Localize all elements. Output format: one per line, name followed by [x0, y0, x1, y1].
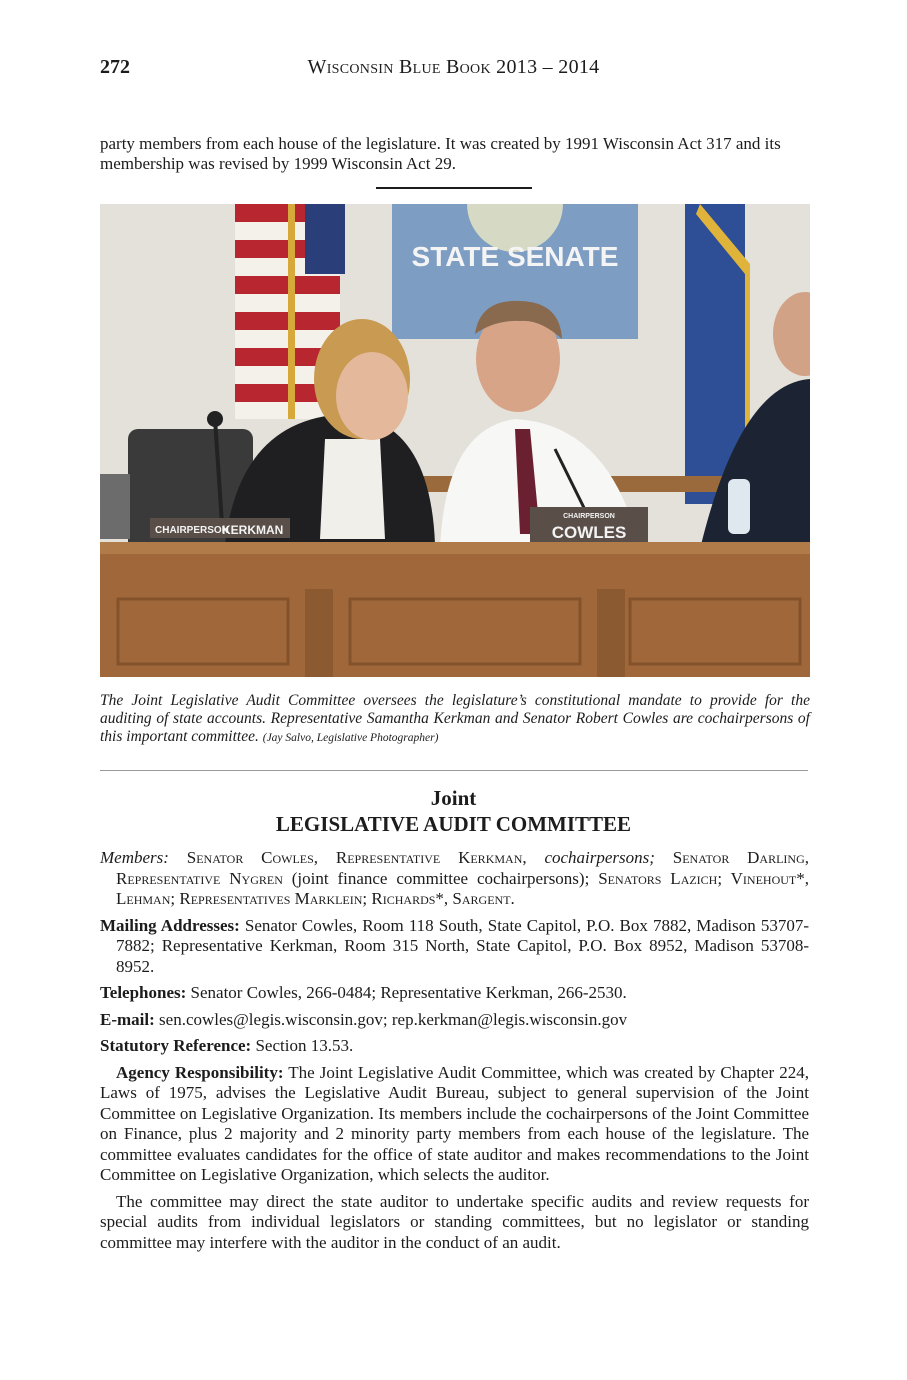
intro-paragraph: party members from each house of the legislature. It was created by 1991 Wisconsin Act 317 and its membership was revised by 1999 Wisconsin Act 29.: [100, 134, 781, 173]
statutory-entry: [100, 1036, 809, 1057]
mailing-text: Senator Cowles, Room 118 South, State Capitol, P.O. Box 7882, Madison 53707-7882; Representative Kerkman, Room 315 North, State Capitol, P.O. Box 8952, Madison 53708-8952.: [116, 915, 809, 976]
members-cochairs-names: Senator Cowles, Representative Kerkman,: [186, 848, 527, 867]
section-title-joint: Joint: [430, 786, 477, 810]
members-entry: [100, 848, 809, 910]
members-cochairs-label: cochairpersons;: [544, 848, 655, 867]
closing-paragraph: The committee may direct the state auditor to undertake specific audits and review requests for special audits from individual legislators or standing committees, but no legislator or standing committee may interfere with the auditor in the conduct of an audit.: [100, 1191, 809, 1252]
running-title: Wisconsin Blue Book 2013 – 2014: [307, 56, 600, 78]
telephones-text: Senator Cowles, 266-0484; Representative Kerkman, 266-2530.: [190, 983, 627, 1002]
banner-text: STATE SENATE: [411, 241, 619, 272]
agency-text: The Joint Legislative Audit Committee, which was created by Chapter 224, Laws of 1975, advises the Legislative Audit Bureau, subject to general supervision of the Joint Committee on Legislative Organization. Its members include the cochairpersons of the Joint Committee on Finance, plus 2 majority and 2 minority party members from each house of the legislature. The committee evaluates candidates for the office of state auditor and makes recommendations to the Joint Committee on Legislative Organization, which selects the auditor.: [100, 1062, 809, 1184]
statutory-label: Statutory Reference:: [100, 1036, 252, 1055]
nameplate-right-name: COWLES: [551, 523, 627, 542]
committee-body: [100, 848, 809, 1259]
telephones-label: Telephones:: [100, 983, 187, 1002]
committee-photo: [100, 204, 810, 677]
page-number: 272: [100, 56, 130, 78]
section-divider: [100, 770, 808, 771]
telephones-entry: [100, 983, 809, 1004]
email-label: E-mail:: [100, 1009, 155, 1029]
nameplate-left-name: KERKMAN: [222, 523, 284, 537]
statutory-text: Section 13.53.: [255, 1036, 354, 1055]
photo-credit: (Jay Salvo, Legislative Photographer): [262, 732, 439, 744]
section-title-committee: LEGISLATIVE AUDIT COMMITTEE: [275, 812, 632, 836]
nameplate-cowles: [530, 507, 648, 543]
members-finance-note: (joint finance committee cochairpersons);: [291, 868, 590, 888]
agency-label: Agency Responsibility:: [116, 1062, 284, 1082]
mailing-entry: [100, 916, 809, 978]
committee-photo-illustration: [100, 204, 810, 677]
photo-caption: [100, 692, 810, 747]
members-other-names: Senators Lazich; Vinehout*, Lehman; Representatives Marklein; Richards*, Sargent.: [116, 868, 809, 908]
agency-paragraph: [100, 1063, 809, 1186]
email-text: sen.cowles@legis.wisconsin.gov; rep.kerkman@legis.wisconsin.gov: [159, 1009, 628, 1029]
caption-text: The Joint Legislative Audit Committee oversees the legislature’s constitutional mandate to provide for the auditing of state accounts. Representative Samantha Kerkman and Senator Robert Cowles are cochairpersons of this important committee.: [100, 692, 810, 745]
section-divider-short: [376, 187, 532, 189]
email-entry: [100, 1010, 809, 1031]
mailing-label: Mailing Addresses:: [100, 915, 240, 935]
members-label: Members:: [100, 848, 169, 867]
nameplate-right-role: CHAIRPERSON: [563, 513, 615, 520]
members-finance-names: Senator Darling, Representative Nygren: [116, 848, 809, 888]
nameplate-kerkman: [150, 518, 290, 538]
nameplate-left-role: CHAIRPERSON: [155, 525, 229, 536]
